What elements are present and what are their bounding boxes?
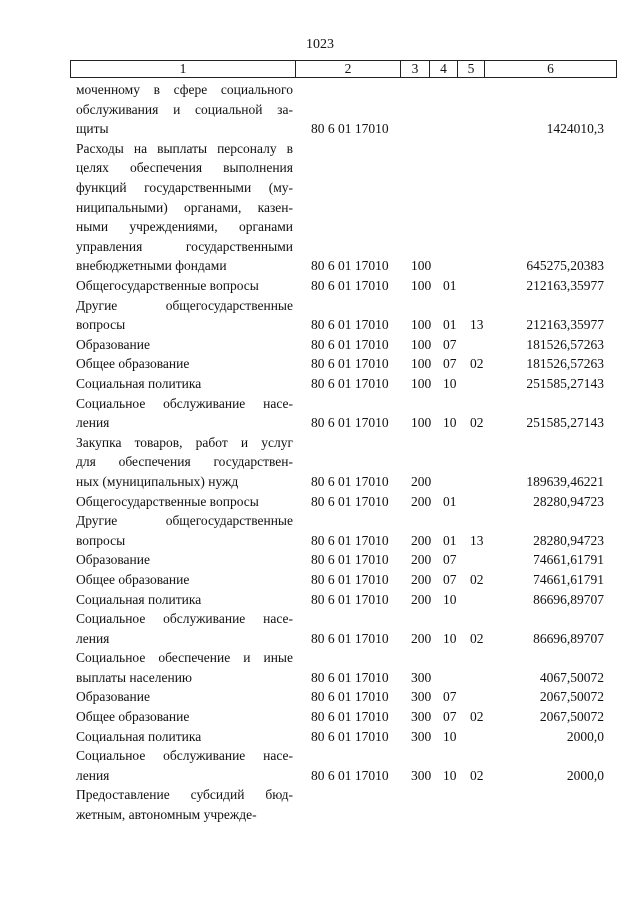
row-expense-type: 100 bbox=[411, 317, 432, 333]
table-row bbox=[0, 746, 640, 785]
row-name bbox=[76, 80, 293, 139]
row-name-line: Социальное обеспечение и иные bbox=[76, 650, 293, 666]
row-section: 10 bbox=[443, 630, 457, 646]
row-code: 80 6 01 17010 bbox=[311, 336, 389, 352]
row-section: 01 bbox=[443, 277, 457, 293]
row-sum: 181526,57263 bbox=[526, 356, 604, 372]
row-name bbox=[76, 785, 293, 824]
row-name bbox=[76, 550, 293, 570]
row-subsection: 02 bbox=[470, 415, 484, 431]
row-code: 80 6 01 17010 bbox=[311, 317, 389, 333]
row-name-line: Закупка товаров, работ и услуг bbox=[76, 434, 293, 450]
header-col-name: 1 bbox=[70, 61, 296, 77]
table-row bbox=[0, 354, 640, 374]
row-section: 07 bbox=[443, 552, 457, 568]
row-subsection: 02 bbox=[470, 356, 484, 372]
row-expense-type: 100 bbox=[411, 415, 432, 431]
row-name bbox=[76, 570, 293, 590]
row-code: 80 6 01 17010 bbox=[311, 258, 389, 274]
row-name bbox=[76, 648, 293, 687]
row-sum: 2067,50072 bbox=[539, 689, 604, 705]
row-name bbox=[76, 394, 293, 433]
row-code: 80 6 01 17010 bbox=[311, 669, 389, 685]
row-sum: 251585,27143 bbox=[526, 415, 604, 431]
row-code: 80 6 01 17010 bbox=[311, 277, 389, 293]
table-row bbox=[0, 785, 640, 824]
row-name bbox=[76, 139, 293, 276]
row-sum: 212163,35977 bbox=[526, 277, 604, 293]
row-expense-type: 200 bbox=[411, 571, 432, 587]
row-sum: 4067,50072 bbox=[539, 669, 604, 685]
row-name-line: Образование bbox=[76, 689, 150, 705]
row-code: 80 6 01 17010 bbox=[311, 356, 389, 372]
row-code: 80 6 01 17010 bbox=[311, 571, 389, 587]
row-section: 10 bbox=[443, 767, 457, 783]
row-name-line: ления bbox=[76, 630, 110, 646]
row-subsection: 02 bbox=[470, 767, 484, 783]
row-name-line: ными учреждениями, органами bbox=[76, 219, 293, 235]
table-row bbox=[0, 648, 640, 687]
row-section: 07 bbox=[443, 336, 457, 352]
row-section: 01 bbox=[443, 493, 457, 509]
row-name bbox=[76, 727, 293, 747]
table-row bbox=[0, 296, 640, 335]
table-row bbox=[0, 335, 640, 355]
table-row bbox=[0, 511, 640, 550]
row-sum: 74661,61791 bbox=[533, 571, 604, 587]
row-section: 10 bbox=[443, 415, 457, 431]
row-section: 07 bbox=[443, 356, 457, 372]
row-name-line: Социальное обслуживание насе- bbox=[76, 611, 293, 627]
row-name bbox=[76, 492, 293, 512]
row-expense-type: 100 bbox=[411, 258, 432, 274]
row-sum: 1424010,3 bbox=[546, 121, 604, 137]
row-expense-type: 100 bbox=[411, 356, 432, 372]
row-sum: 189639,46221 bbox=[526, 473, 604, 489]
row-code: 80 6 01 17010 bbox=[311, 121, 389, 137]
row-section: 07 bbox=[443, 571, 457, 587]
row-name-line: ления bbox=[76, 767, 110, 783]
table-row bbox=[0, 727, 640, 747]
table-row bbox=[0, 80, 640, 139]
row-expense-type: 300 bbox=[411, 709, 432, 725]
row-sum: 251585,27143 bbox=[526, 375, 604, 391]
row-sum: 86696,89707 bbox=[533, 591, 604, 607]
row-name-line: ления bbox=[76, 415, 110, 431]
row-name-line: Предоставление субсидий бюд- bbox=[76, 787, 293, 803]
header-col-code: 2 bbox=[296, 61, 401, 77]
row-name bbox=[76, 687, 293, 707]
row-section: 10 bbox=[443, 591, 457, 607]
row-sum bbox=[490, 805, 604, 825]
row-name bbox=[76, 707, 293, 727]
row-sum: 28280,94723 bbox=[533, 493, 604, 509]
row-sum: 28280,94723 bbox=[533, 532, 604, 548]
table-row bbox=[0, 687, 640, 707]
row-code: 80 6 01 17010 bbox=[311, 689, 389, 705]
row-name bbox=[76, 746, 293, 785]
row-sum: 86696,89707 bbox=[533, 630, 604, 646]
row-name bbox=[76, 433, 293, 492]
row-name bbox=[76, 511, 293, 550]
row-section: 01 bbox=[443, 532, 457, 548]
row-sum: 181526,57263 bbox=[526, 336, 604, 352]
row-name-line: Общее образование bbox=[76, 356, 190, 372]
table-row bbox=[0, 570, 640, 590]
table-row bbox=[0, 276, 640, 296]
table-body bbox=[0, 80, 640, 825]
row-expense-type: 300 bbox=[411, 767, 432, 783]
row-name-line: целях обеспечения выполнения bbox=[76, 160, 293, 176]
row-code: 80 6 01 17010 bbox=[311, 709, 389, 725]
row-sum: 212163,35977 bbox=[526, 317, 604, 333]
row-sum: 2000,0 bbox=[566, 767, 604, 783]
table-row bbox=[0, 374, 640, 394]
row-expense-type: 300 bbox=[411, 689, 432, 705]
row-section: 07 bbox=[443, 709, 457, 725]
row-name-line: Общее образование bbox=[76, 571, 190, 587]
row-expense-type: 200 bbox=[411, 552, 432, 568]
row-name-line: вопросы bbox=[76, 532, 126, 548]
row-expense-type: 200 bbox=[411, 532, 432, 548]
row-subsection: 02 bbox=[470, 709, 484, 725]
row-section: 10 bbox=[443, 375, 457, 391]
row-name bbox=[76, 374, 293, 394]
row-name bbox=[76, 276, 293, 296]
row-name-line: Другие общегосударственные bbox=[76, 513, 293, 529]
row-code: 80 6 01 17010 bbox=[311, 375, 389, 391]
row-name-line: Общегосударственные вопросы bbox=[76, 493, 259, 509]
row-section: 10 bbox=[443, 728, 457, 744]
row-expense-type: 100 bbox=[411, 375, 432, 391]
row-code: 80 6 01 17010 bbox=[311, 767, 389, 783]
header-col-pr: 5 bbox=[458, 61, 485, 77]
table-row bbox=[0, 609, 640, 648]
row-sum: 2000,0 bbox=[566, 728, 604, 744]
row-name-line: Другие общегосударственные bbox=[76, 297, 293, 313]
row-expense-type: 100 bbox=[411, 336, 432, 352]
row-expense-type: 200 bbox=[411, 473, 432, 489]
row-name-line: Образование bbox=[76, 552, 150, 568]
row-expense-type: 200 bbox=[411, 493, 432, 509]
header-col-sum: 6 bbox=[485, 61, 617, 77]
row-name-line: щиты bbox=[76, 121, 109, 137]
row-name-line: ных (муниципальных) нужд bbox=[76, 473, 239, 489]
table-row bbox=[0, 139, 640, 276]
row-code: 80 6 01 17010 bbox=[311, 532, 389, 548]
row-section: 01 bbox=[443, 317, 457, 333]
table-row bbox=[0, 707, 640, 727]
row-name-line: Социальное обслуживание насе- bbox=[76, 395, 293, 411]
row-name-line: моченному в сфере социального bbox=[76, 82, 293, 97]
table-row bbox=[0, 492, 640, 512]
row-name bbox=[76, 335, 293, 355]
row-code: 80 6 01 17010 bbox=[311, 630, 389, 646]
row-subsection: 02 bbox=[470, 571, 484, 587]
row-name-line: для обеспечения государствен- bbox=[76, 454, 293, 470]
row-subsection: 13 bbox=[470, 532, 484, 548]
row-name bbox=[76, 296, 293, 335]
row-name-line: внебюджетными фондами bbox=[76, 258, 227, 274]
row-name bbox=[76, 609, 293, 648]
table-row bbox=[0, 394, 640, 433]
table-header bbox=[70, 60, 617, 78]
row-code: 80 6 01 17010 bbox=[311, 591, 389, 607]
row-name-line: Социальная политика bbox=[76, 728, 202, 744]
row-code: 80 6 01 17010 bbox=[311, 728, 389, 744]
row-name-line: Общегосударственные вопросы bbox=[76, 277, 259, 293]
table-row bbox=[0, 550, 640, 570]
row-name bbox=[76, 354, 293, 374]
row-expense-type: 100 bbox=[411, 277, 432, 293]
row-subsection: 13 bbox=[470, 317, 484, 333]
row-name-line: Социальное обслуживание насе- bbox=[76, 748, 293, 764]
row-expense-type: 300 bbox=[411, 728, 432, 744]
row-expense-type: 200 bbox=[411, 591, 432, 607]
header-col-rz: 4 bbox=[430, 61, 458, 77]
row-name-line: функций государственными (му- bbox=[76, 179, 293, 195]
row-sum: 645275,20383 bbox=[526, 258, 604, 274]
row-name bbox=[76, 590, 293, 610]
row-name-line: обслуживания и социальной за- bbox=[76, 101, 293, 117]
row-expense-type: 300 bbox=[411, 669, 432, 685]
row-sum: 74661,61791 bbox=[533, 552, 604, 568]
row-code: 80 6 01 17010 bbox=[311, 552, 389, 568]
row-name-line: ниципальными) органами, казен- bbox=[76, 199, 293, 215]
row-sum: 2067,50072 bbox=[539, 709, 604, 725]
row-name-line: управления государственными bbox=[76, 238, 293, 254]
row-section: 07 bbox=[443, 689, 457, 705]
table-row bbox=[0, 590, 640, 610]
row-code: 80 6 01 17010 bbox=[311, 415, 389, 431]
row-expense-type: 200 bbox=[411, 630, 432, 646]
row-code: 80 6 01 17010 bbox=[311, 473, 389, 489]
header-col-vr: 3 bbox=[401, 61, 430, 77]
row-code: 80 6 01 17010 bbox=[311, 493, 389, 509]
row-name-line: Социальная политика bbox=[76, 375, 202, 391]
row-name-line: Образование bbox=[76, 336, 150, 352]
row-name-line: Расходы на выплаты персоналу в bbox=[76, 140, 293, 156]
row-name-line: выплаты населению bbox=[76, 669, 193, 685]
row-name-line: жетным, автономным учрежде- bbox=[76, 807, 257, 823]
row-name-line: Социальная политика bbox=[76, 591, 202, 607]
row-subsection: 02 bbox=[470, 630, 484, 646]
page-number: 1023 bbox=[306, 37, 334, 52]
table-row bbox=[0, 433, 640, 492]
row-name-line: Общее образование bbox=[76, 709, 190, 725]
row-name-line: вопросы bbox=[76, 317, 126, 333]
